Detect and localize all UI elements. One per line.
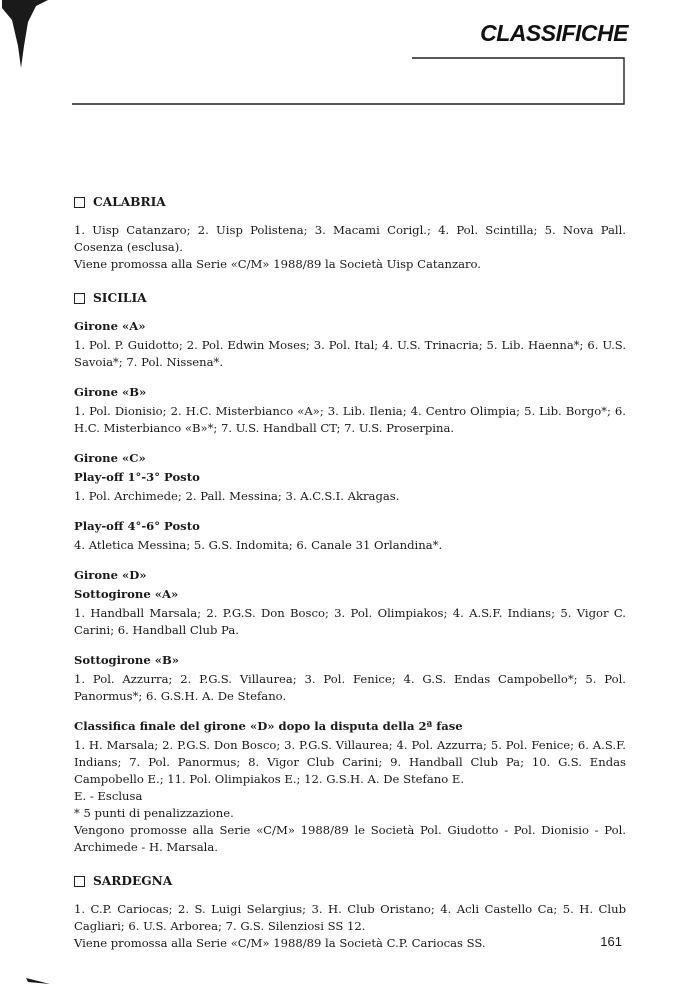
girone-a-title: Girone «A» xyxy=(74,319,146,333)
page-number: 161 xyxy=(600,934,622,949)
group-playoff-4-6 xyxy=(74,518,626,554)
group-sottogirone-b xyxy=(74,652,626,705)
calabria-promotion: Viene promossa alla Serie «C/M» 1988/89 la Società Uisp Catanzaro. xyxy=(74,257,481,271)
section-calabria xyxy=(74,194,626,273)
page-header-title: CLASSIFICHE xyxy=(480,20,628,46)
group-classifica-finale xyxy=(74,718,626,856)
playoff-1-3-standings: 1. Pol. Archimede; 2. Pall. Messina; 3. A.C.S.I. Akragas. xyxy=(74,489,400,503)
section-title-calabria: CALABRIA xyxy=(93,195,166,209)
checkbox-square-icon xyxy=(74,293,85,304)
checkbox-square-icon xyxy=(74,876,85,887)
playoff-4-6-title: Play-off 4°-6° Posto xyxy=(74,519,200,533)
group-girone-c xyxy=(74,450,626,505)
sardegna-standings: 1. C.P. Cariocas; 2. S. Luigi Selargius; 3. H. Club Oristano; 4. Acli Castello Ca; 5. H. Club Cagliari; 6. U.S. Arborea; 7. G.S. Silenziosi SS 12. xyxy=(74,902,626,933)
sottogirone-a-standings: 1. Handball Marsala; 2. P.G.S. Don Bosco; 3. Pol. Olimpiakos; 4. A.S.F. Indians; 5. Vigor C. Carini; 6. Handball Club Pa. xyxy=(74,606,626,637)
calabria-standings: 1. Uisp Catanzaro; 2. Uisp Polistena; 3. Macami Corigl.; 4. Pol. Scintilla; 5. Nova Pall. Cosenza (esclusa). xyxy=(74,223,626,254)
sicilia-promotion: Vengono promosse alla Serie «C/M» 1988/89 le Società Pol. Giudotto - Pol. Dionisio - Pol. Archimede - H. Marsala. xyxy=(74,823,626,854)
sottogirone-b-title: Sottogirone «B» xyxy=(74,653,180,667)
note-esclusa: E. - Esclusa xyxy=(74,789,143,803)
checkbox-square-icon xyxy=(74,197,85,208)
playoff-1-3-title: Play-off 1°-3° Posto xyxy=(74,470,200,484)
section-sardegna xyxy=(74,873,626,952)
bottom-crop-mark xyxy=(22,970,50,986)
sottogirone-a-title: Sottogirone «A» xyxy=(74,587,179,601)
girone-c-title: Girone «C» xyxy=(74,451,146,465)
corner-crop-mark xyxy=(2,0,48,70)
header-frame xyxy=(72,57,626,105)
group-girone-a xyxy=(74,318,626,371)
document-body xyxy=(74,194,626,969)
sottogirone-b-standings: 1. Pol. Azzurra; 2. P.G.S. Villaurea; 3. Pol. Fenice; 4. G.S. Endas Campobello*; 5. Pol. Panormus*; 6. G.S.H. A. De Stefano. xyxy=(74,672,626,703)
group-girone-b xyxy=(74,384,626,437)
playoff-4-6-standings: 4. Atletica Messina; 5. G.S. Indomita; 6. Canale 31 Orlandina*. xyxy=(74,538,443,552)
section-sicilia xyxy=(74,290,626,856)
section-title-sicilia: SICILIA xyxy=(93,291,147,305)
note-penalizzazione: * 5 punti di penalizzazione. xyxy=(74,806,234,820)
classifica-finale-title: Classifica finale del girone «D» dopo la disputa della 2ª fase xyxy=(74,719,463,733)
section-title-sardegna: SARDEGNA xyxy=(93,874,173,888)
group-girone-d xyxy=(74,567,626,639)
girone-b-standings: 1. Pol. Dionisio; 2. H.C. Misterbianco «A»; 3. Lib. Ilenia; 4. Centro Olimpia; 5. Lib. Borgo*; 6. H.C. Misterbianco «B»*; 7. U.S. Handball CT; 7. U.S. Proserpina. xyxy=(74,404,626,435)
girone-d-title: Girone «D» xyxy=(74,568,147,582)
girone-a-standings: 1. Pol. P. Guidotto; 2. Pol. Edwin Moses; 3. Pol. Ital; 4. U.S. Trinacria; 5. Lib. Haenna*; 6. U.S. Savoia*; 7. Pol. Nissena*. xyxy=(74,338,626,369)
classifica-finale-standings: 1. H. Marsala; 2. P.G.S. Don Bosco; 3. P.G.S. Villaurea; 4. Pol. Azzurra; 5. Pol. Fenice; 6. A.S.F. Indians; 7. Pol. Panormus; 8. Vigor Club Carini; 9. Handball Club Pa; 10. G.S. Endas Campobello E.; 11. Pol. Olimpiakos E.; 12. G.S.H. A. De Stefano E. xyxy=(74,738,626,786)
sardegna-promotion: Viene promossa alla Serie «C/M» 1988/89 la Società C.P. Cariocas SS. xyxy=(74,936,486,950)
girone-b-title: Girone «B» xyxy=(74,385,147,399)
